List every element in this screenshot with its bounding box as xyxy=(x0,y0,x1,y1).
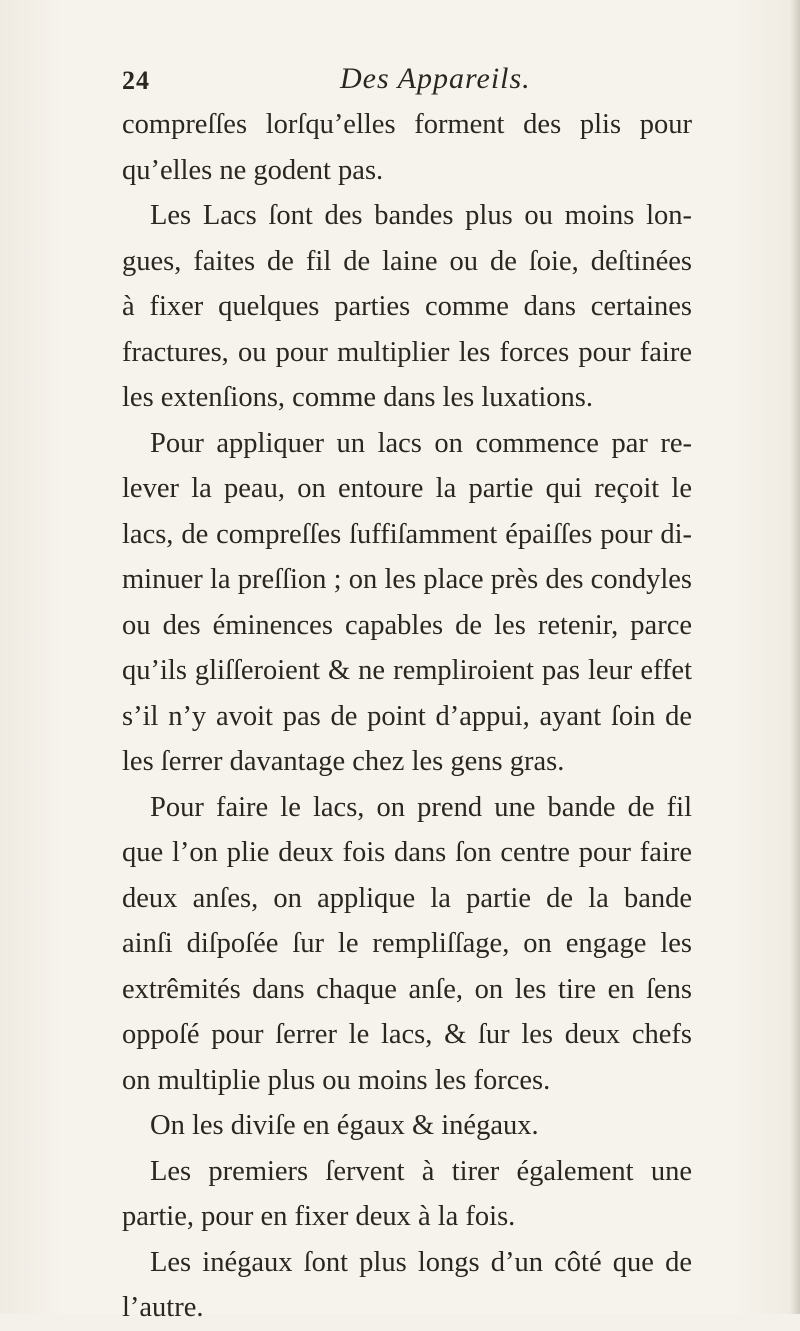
text-line: Les Lacs ſont des bandes plus ou moins lon- xyxy=(150,200,692,231)
running-title: Des Appareils. xyxy=(340,62,531,95)
text-line: extrêmités dans chaque anſe, on les tire en ſens xyxy=(122,973,692,1005)
body-text xyxy=(122,102,692,1331)
page-edge-shadow xyxy=(790,0,800,1314)
text-line: lacs, de compreſſes ſuffiſamment épaiſſes pour di- xyxy=(122,518,692,550)
text-line: Les premiers ſervent à tirer également une xyxy=(150,1155,692,1187)
page-header xyxy=(122,62,682,102)
text-line: qu’elles ne godent pas. xyxy=(122,154,384,186)
text-line: lever la peau, on entoure la partie qui reçoit le xyxy=(122,473,692,504)
text-line: à fixer quelques parties comme dans certaines xyxy=(122,291,692,322)
text-line: compreſſes lorſqu’elles forment des plis pour xyxy=(122,109,692,140)
text-line: On les diviſe en égaux & inégaux. xyxy=(150,1110,539,1141)
text-line: oppoſé pour ſerrer le lacs, & ſur les deux chefs xyxy=(122,1019,692,1050)
text-line: ainſi diſpoſée ſur le rempliſſage, on engage les xyxy=(122,928,692,959)
text-line: Pour appliquer un lacs on commence par re- xyxy=(150,427,692,459)
text-line: on multiplie plus ou moins les forces. xyxy=(122,1064,551,1096)
text-line: Les inégaux ſont plus longs d’un côté que de xyxy=(150,1246,692,1278)
text-line: ou des éminences capables de les retenir, parce xyxy=(122,609,692,641)
text-line: fractures, ou pour multiplier les forces pour faire xyxy=(122,336,692,368)
text-line: minuer la preſſion ; on les place près des condyles xyxy=(122,564,692,595)
text-line: les ſerrer davantage chez les gens gras. xyxy=(122,746,565,777)
text-line: qu’ils gliſſeroient & ne rempliroient pas leur effet xyxy=(122,655,692,686)
text-line: les extenſions, comme dans les luxations. xyxy=(122,382,593,413)
text-line: que l’on plie deux fois dans ſon centre pour faire xyxy=(122,837,692,868)
page-number: 24 xyxy=(122,66,150,95)
text-line: l’autre. xyxy=(122,1292,204,1323)
text-line: gues, faites de fil de laine ou de ſoie, deſtinées xyxy=(122,245,692,277)
text-line: s’il n’y avoit pas de point d’appui, ayant ſoin de xyxy=(122,700,692,732)
text-line: partie, pour en fixer deux à la fois. xyxy=(122,1201,516,1232)
text-line: deux anſes, on applique la partie de la bande xyxy=(122,882,692,914)
text-line: Pour faire le lacs, on prend une bande de fil xyxy=(150,791,692,823)
